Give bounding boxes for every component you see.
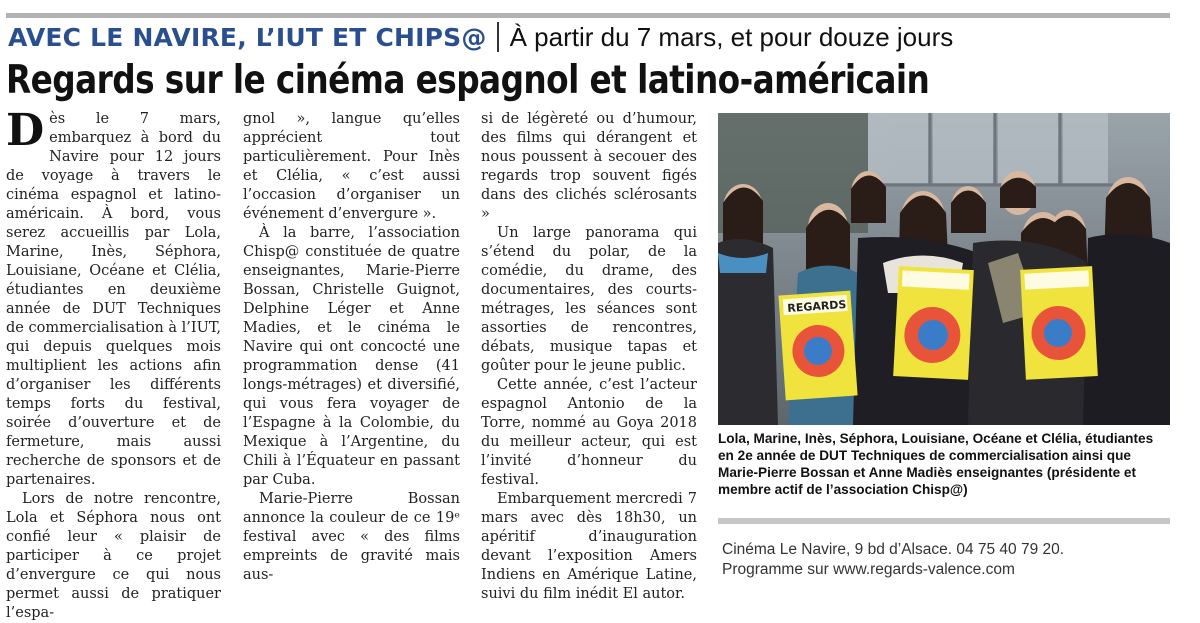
photo-caption: Lola, Marine, Inès, Séphora, Louisiane, Océane et Clélia, étudiantes en 2e année de DUT Techniques de commercialisation ainsi que Marie-Pierre Bossan et Anne Madiès enseignantes (présidente et membre actif de l’association Chisp@): [718, 431, 1154, 497]
kicker-line: [8, 20, 953, 54]
info-address: Cinéma Le Navire, 9 bd d’Alsace. 04 75 40 79 20.: [722, 541, 1065, 558]
info-website: Programme sur www.regards-valence.com: [722, 561, 1015, 578]
paragraph: Cette année, c’est l’acteur espagnol Antonio de la Torre, nommé au Goya 2018 du meilleur acteur, qui est l’invité d’honneur du festival.: [481, 377, 697, 488]
article-column-1: [6, 105, 221, 623]
top-rule: [6, 13, 1170, 18]
poster-text: REGARDS: [786, 297, 847, 316]
paragraph: À la barre, l’association Chisp@ constituée de quatre enseignantes, Marie-Pierre Bossan, Christelle Guignot, Delphine Léger et Anne Madies, et le cinéma le Navire qui ont concocté une programmation dense (41 longs-métrages) et diversifié, qui vous fera voyager de l’Espagne à la Colombie, du Mexique à l’Argentine, du Chili à l’Équateur en passant par Cuba.: [243, 225, 460, 488]
paragraph: Lors de notre rencontre, Lola et Séphora nous ont confié leur « plaisir de participer à ce projet d’envergure ce qui nous permet aussi de pratiquer l’espa-: [6, 491, 221, 621]
kicker-subtitle: À partir du 7 mars, et pour douze jours: [509, 21, 954, 52]
headline: Regards sur le cinéma espagnol et latino-américain: [6, 58, 930, 103]
paragraph: [6, 105, 221, 490]
paragraph: si de légèreté ou d’humour, des films qui dérangent et nous poussent à secouer des regards trop souvent figés dans des clichés sclérosants »: [481, 111, 697, 222]
article-column-3: [481, 110, 697, 604]
paragraph: Embarquement mercredi 7 mars avec dès 18h30, un apéritif d’inauguration devant l’exposition Amers Indiens en Amérique Latine, suivi du film inédit El autor.: [481, 491, 697, 602]
article-column-2: [243, 110, 460, 585]
group-photo: [718, 113, 1170, 425]
kicker-separator: [497, 22, 499, 52]
kicker-main: AVEC LE NAVIRE, L’IUT ET CHIPS@: [8, 22, 487, 52]
paragraph: gnol », langue qu’elles apprécient tout particulièrement. Pour Inès et Clélia, « c’est aussi l’occasion d’organiser un événement d’envergure ».: [243, 111, 460, 222]
paragraph: Marie-Pierre Bossan annonce la couleur de ce 19ᵉ festival avec « des films empreints de gravité mais aus-: [243, 491, 460, 583]
paragraph: Un large panorama qui s’étend du polar, de la comédie, du drame, des documentaires, des courts-métrages, les séances sont assorties de rencontres, débats, musique tapas et goûter pour le jeune public.: [481, 225, 697, 374]
drop-cap: D: [6, 105, 45, 156]
info-rule: [718, 518, 1170, 524]
practical-info: [722, 540, 1172, 580]
paragraph-text: ès le 7 mars, embarquez à bord du Navire pour 12 jours de voyage à travers le cinéma espagnol et latino-américain. À bord, vous serez accueillis par Lola, Marine, Inès, Séphora, Louisiane, Océane et Clélia, étudiantes en deuxième année de DUT Techniques de commercialisation à l’IUT, qui depuis quelques mois multiplient les actions afin d’organiser les différents temps forts du festival, soirée d’ouverture et de fermeture, mais aussi recherche de sponsors et de partenaires.: [6, 111, 221, 488]
group-photo-illustration: [718, 113, 1170, 425]
